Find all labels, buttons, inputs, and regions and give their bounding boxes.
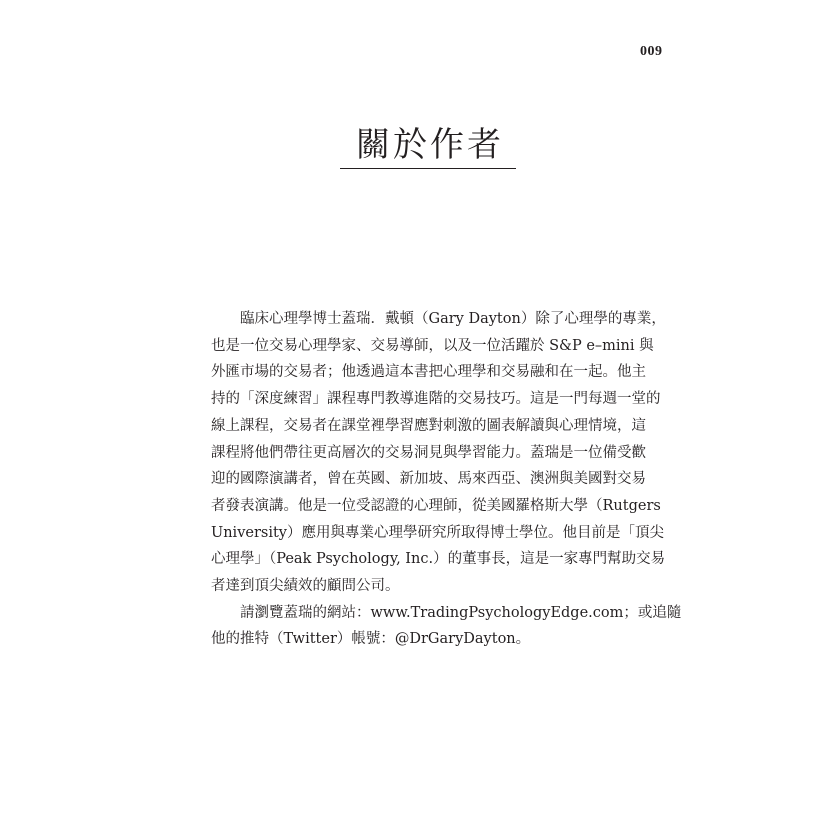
text-line: 者達到頂尖績效的顧問公司。 <box>211 578 400 595</box>
chapter-heading <box>340 124 516 169</box>
text-line: 持的「深度練習」課程專門教導進階的交易技巧。這是一門每週一堂的 <box>211 391 661 408</box>
text-line: 心理學」（Peak Psychology, Inc.）的董事長，這是一家專門幫助交易 <box>211 551 666 568</box>
text-line: 課程將他們帶往更高層次的交易洞見與學習能力。蓋瑞是一位備受歡 <box>211 444 646 461</box>
author-bio-paragraph <box>211 306 666 600</box>
body-text <box>211 306 682 653</box>
text-line: 者發表演講。他是一位受認證的心理師，從美國羅格斯大學（Rutgers <box>211 497 661 514</box>
text-line: 他的推特（Twitter）帳號：@DrGaryDayton。 <box>211 631 531 648</box>
text-line: 線上課程，交易者在課堂裡學習應對刺激的圖表解讀與心理情境，這 <box>211 417 646 434</box>
text-line: 臨床心理學博士蓋瑞．戴頓（Gary Dayton）除了心理學的專業， <box>240 311 666 327</box>
page-number: 009 <box>640 44 663 59</box>
text-line: 請瀏覽蓋瑞的網站：www.TradingPsychologyEdge.com；或追隨 <box>240 604 682 621</box>
text-line: University）應用與專業心理學研究所取得博士學位。他目前是「頂尖 <box>211 524 664 541</box>
chapter-title: 關於作者 <box>356 125 504 165</box>
text-line: 迎的國際演講者，曾在英國、新加坡、馬來西亞、澳洲與美國對交易 <box>211 471 646 488</box>
text-line: 也是一位交易心理學家、交易導師，以及一位活躍於 S&P e–mini 與 <box>211 337 654 354</box>
title-underline <box>340 168 516 169</box>
contact-paragraph <box>211 600 682 653</box>
text-line: 外匯市場的交易者；他透過這本書把心理學和交易融和在一起。他主 <box>211 364 646 381</box>
